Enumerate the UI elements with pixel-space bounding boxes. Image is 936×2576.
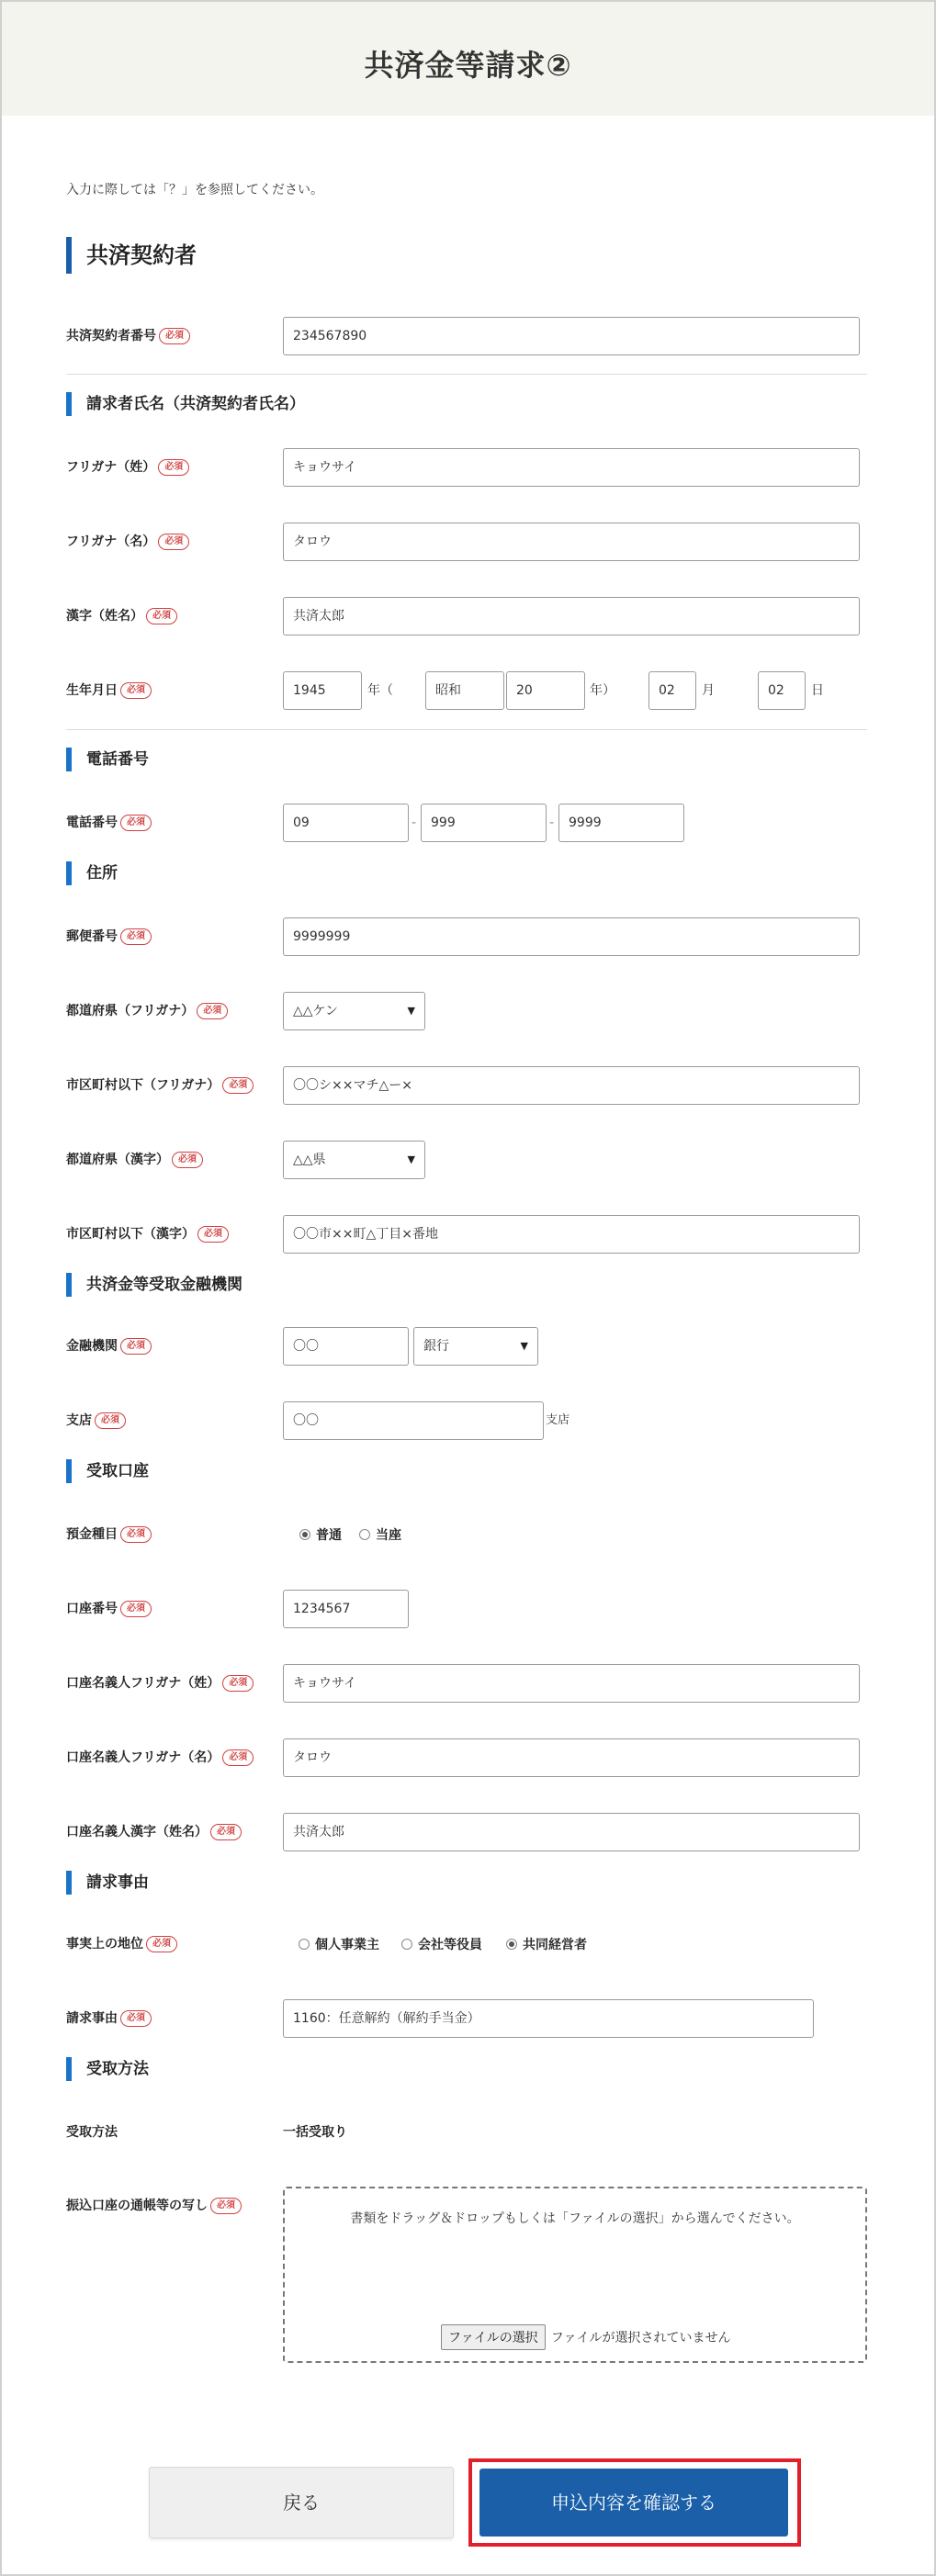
account-number-input[interactable]: 1234567 <box>283 1590 409 1628</box>
label-kana-first: フリガナ（名） 必須 <box>66 530 189 554</box>
holder-kana-last-input[interactable]: キョウサイ <box>283 1664 860 1703</box>
branch-suffix: 支店 <box>546 1413 570 1427</box>
kanji-name-input[interactable]: 共済太郎 <box>283 597 860 636</box>
radio-unchecked-icon <box>401 1939 412 1950</box>
section-phone: 電話番号 <box>66 748 149 771</box>
label-branch: 支店 必須 <box>66 1409 126 1433</box>
birth-era-year-unit: 年） <box>590 683 615 698</box>
divider <box>66 374 867 375</box>
page-title: 共済金等請求② <box>364 48 572 83</box>
label-claim-reason: 請求事由 必須 <box>66 2007 152 2030</box>
postal-code-input[interactable]: 9999999 <box>283 917 860 956</box>
label-holder-kana-last: 口座名義人フリガナ（姓） 必須 <box>66 1671 254 1695</box>
label-city-kana: 市区町村以下（フリガナ） 必須 <box>66 1074 254 1097</box>
required-badge: 必須 <box>120 1526 152 1543</box>
receive-method-value: 一括受取り <box>283 2125 347 2140</box>
phone-part1-input[interactable]: 09 <box>283 804 409 842</box>
required-badge: 必須 <box>120 1601 152 1617</box>
birth-year-unit: 年（ <box>367 683 393 698</box>
holder-kanji-input[interactable]: 共済太郎 <box>283 1813 860 1851</box>
section-reason: 請求事由 <box>66 1871 149 1895</box>
branch-input[interactable]: 〇〇 <box>283 1401 544 1440</box>
required-badge: 必須 <box>120 682 152 699</box>
intro-text: 入力に際しては「？」を参照してください。 <box>66 183 323 197</box>
required-badge: 必須 <box>210 2198 242 2214</box>
radio-checked-icon <box>299 1529 310 1540</box>
section-address: 住所 <box>66 861 118 885</box>
label-kana-last: フリガナ（姓） 必須 <box>66 456 189 479</box>
birth-day-input[interactable]: 02 <box>758 671 806 710</box>
city-kanji-input[interactable]: 〇〇市××町△丁目×番地 <box>283 1215 860 1254</box>
label-bank-name: 金融機関 必須 <box>66 1334 152 1358</box>
claim-reason-input[interactable]: 1160：任意解約（解約手当金） <box>283 1999 814 2038</box>
label-holder-kanji: 口座名義人漢字（姓名） 必須 <box>66 1820 242 1844</box>
caret-down-icon: ▼ <box>520 1340 528 1352</box>
status-radio-sole-proprietor[interactable]: 個人事業主 <box>299 1935 379 1953</box>
label-birthdate: 生年月日 必須 <box>66 679 152 703</box>
bank-type-select[interactable]: 銀行 ▼ <box>413 1327 538 1366</box>
required-badge: 必須 <box>158 534 189 550</box>
deposit-type-radio-current[interactable]: 当座 <box>359 1525 401 1544</box>
phone-part2-input[interactable]: 999 <box>421 804 547 842</box>
contract-number-input[interactable]: 234567890 <box>283 317 860 355</box>
label-postal-code: 郵便番号 必須 <box>66 925 152 949</box>
prefecture-kanji-select[interactable]: △△県 ▼ <box>283 1141 425 1179</box>
section-claimant-name: 請求者氏名（共済契約者氏名） <box>66 392 305 416</box>
divider <box>66 729 867 730</box>
birth-era-input[interactable]: 昭和 <box>425 671 504 710</box>
prefecture-kana-select[interactable]: △△ケン ▼ <box>283 992 425 1030</box>
phone-separator: - <box>549 816 555 830</box>
label-passbook-copy: 振込口座の通帳等の写し 必須 <box>66 2194 242 2218</box>
holder-kana-first-input[interactable]: タロウ <box>283 1738 860 1777</box>
deposit-type-radio-ordinary[interactable]: 普通 <box>299 1525 342 1544</box>
required-badge: 必須 <box>222 1749 254 1766</box>
choose-file-button[interactable]: ファイルの選択 <box>441 2324 546 2350</box>
label-phone: 電話番号 必須 <box>66 811 152 835</box>
label-prefecture-kanji: 都道府県（漢字） 必須 <box>66 1148 203 1172</box>
label-deposit-type: 預金種目 必須 <box>66 1523 152 1547</box>
label-account-number: 口座番号 必須 <box>66 1597 152 1621</box>
file-dropzone[interactable] <box>283 2187 867 2363</box>
birth-era-year-input[interactable]: 20 <box>506 671 585 710</box>
required-badge: 必須 <box>197 1226 229 1243</box>
required-badge: 必須 <box>197 1003 228 1019</box>
required-badge: 必須 <box>120 1338 152 1355</box>
label-kanji-name: 漢字（姓名） 必須 <box>66 604 177 628</box>
kana-first-input[interactable]: タロウ <box>283 523 860 561</box>
section-receive-method: 受取方法 <box>66 2057 149 2081</box>
required-badge: 必須 <box>95 1412 126 1429</box>
bank-name-input[interactable]: 〇〇 <box>283 1327 409 1366</box>
required-badge: 必須 <box>146 608 177 624</box>
section-bank: 共済金等受取金融機関 <box>66 1273 242 1297</box>
confirm-button[interactable]: 申込内容を確認する <box>479 2469 788 2537</box>
required-badge: 必須 <box>210 1824 242 1840</box>
birth-month-input[interactable]: 02 <box>648 671 696 710</box>
section-contractor: 共済契約者 <box>66 237 197 274</box>
required-badge: 必須 <box>146 1936 177 1952</box>
required-badge: 必須 <box>120 815 152 831</box>
radio-checked-icon <box>506 1939 517 1950</box>
caret-down-icon: ▼ <box>407 1153 415 1165</box>
file-picker <box>441 2324 730 2350</box>
required-badge: 必須 <box>222 1077 254 1094</box>
label-city-kanji: 市区町村以下（漢字） 必須 <box>66 1222 229 1246</box>
required-badge: 必須 <box>120 928 152 945</box>
page-header <box>2 2 934 116</box>
dropzone-message: 書類をドラッグ＆ドロップもしくは「ファイルの選択」から選んでください。 <box>350 2211 800 2226</box>
label-status: 事実上の地位 必須 <box>66 1932 177 1956</box>
city-kana-input[interactable]: 〇〇シ××マチ△ー× <box>283 1066 860 1105</box>
status-radio-officer[interactable]: 会社等役員 <box>401 1935 482 1953</box>
required-badge: 必須 <box>172 1152 203 1168</box>
phone-separator: - <box>412 816 417 830</box>
back-button[interactable]: 戻る <box>149 2467 454 2538</box>
required-badge: 必須 <box>120 2010 152 2027</box>
required-badge: 必須 <box>159 328 190 344</box>
required-badge: 必須 <box>158 459 189 476</box>
label-prefecture-kana: 都道府県（フリガナ） 必須 <box>66 999 228 1023</box>
label-receive-method: 受取方法 <box>66 2125 118 2140</box>
caret-down-icon: ▼ <box>407 1005 415 1017</box>
label-holder-kana-first: 口座名義人フリガナ（名） 必須 <box>66 1746 254 1770</box>
label-contract-number: 共済契約者番号 必須 <box>66 324 190 348</box>
phone-part3-input[interactable]: 9999 <box>558 804 684 842</box>
birth-year-input[interactable]: 1945 <box>283 671 362 710</box>
radio-unchecked-icon <box>359 1529 370 1540</box>
file-status: ファイルが選択されていません <box>550 2331 731 2345</box>
kana-last-input[interactable]: キョウサイ <box>283 448 860 487</box>
radio-unchecked-icon <box>299 1939 310 1950</box>
required-badge: 必須 <box>222 1675 254 1692</box>
birth-month-unit: 月 <box>702 683 715 698</box>
section-account: 受取口座 <box>66 1459 149 1483</box>
birth-day-unit: 日 <box>811 683 824 698</box>
status-radio-co-manager[interactable]: 共同経営者 <box>506 1935 587 1953</box>
